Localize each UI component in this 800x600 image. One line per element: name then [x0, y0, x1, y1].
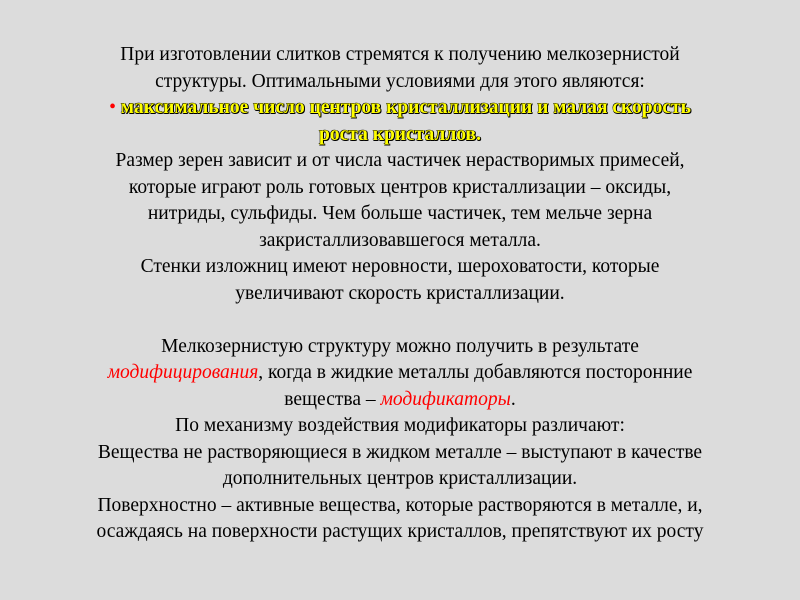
- modify-line-3: [40, 387, 760, 414]
- term-modification: модифицирования: [107, 362, 259, 383]
- grain-line-4: закристаллизовавшегося металла.: [259, 229, 541, 251]
- mechanism-line-5: осаждаясь на поверхности растущих кристаллов, препятствуют их росту: [96, 521, 704, 542]
- highlight-text-1: максимальное число центров кристаллизации и малая скорость: [120, 97, 691, 118]
- modify-line-2-rest: , когда в жидкие металлы добавляются посторонние: [258, 362, 693, 383]
- grain-line-1: Размер зерен зависит и от числа частичек нерастворимых примесей,: [115, 150, 685, 171]
- modify-line-3-start: вещества –: [284, 388, 381, 410]
- mechanism-line-3: дополнительных центров кристаллизации.: [222, 468, 578, 489]
- mechanism-line-1: По механизму воздействия модификаторы различают:: [175, 415, 625, 436]
- highlight-text-2: роста кристаллов.: [319, 123, 481, 145]
- mechanism-line-4: Поверхностно – активные вещества, которые растворяются в металле, и,: [97, 494, 703, 516]
- modify-line-3-end: .: [510, 388, 516, 410]
- modify-line-1: Мелкозернистую структуру можно получить в результате: [161, 335, 639, 357]
- term-modifiers: модификаторы: [380, 388, 511, 410]
- bullet-line-2: [40, 122, 760, 149]
- spacer: [40, 307, 760, 334]
- bullet-line-1: [40, 95, 760, 122]
- mold-line-2: увеличивают скорость кристаллизации.: [235, 282, 565, 304]
- mold-line-1: Стенки изложниц имеют неровности, шероховатости, которые: [140, 256, 660, 277]
- mechanism-line-2: Вещества не растворяющиеся в жидком металле – выступают в качестве: [97, 441, 703, 463]
- grain-line-3: нитриды, сульфиды. Чем больше частичек, тем мельче зерна: [147, 203, 653, 224]
- slide-text: [40, 42, 760, 546]
- modify-line-2: [40, 360, 760, 387]
- intro-line-2: структуры. Оптимальными условиями для этого являются:: [155, 70, 645, 92]
- intro-line-1: При изготовлении слитков стремятся к получению мелкозернистой: [120, 44, 680, 65]
- bullet-marker: •: [109, 97, 116, 118]
- grain-line-2: которые играют роль готовых центров кристаллизации – оксиды,: [128, 176, 672, 198]
